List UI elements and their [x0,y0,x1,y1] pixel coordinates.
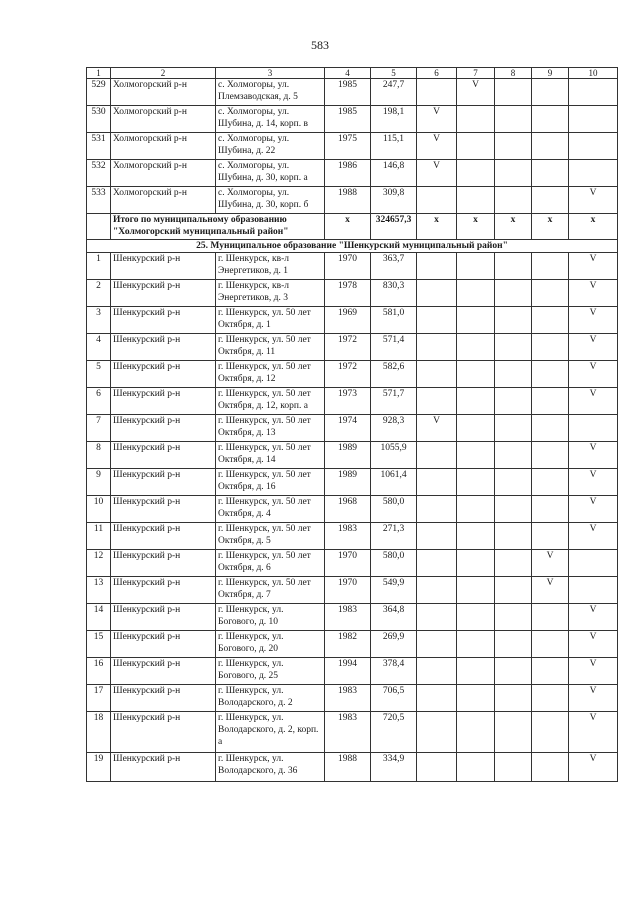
mark-cell [569,133,618,160]
mark-cell [495,133,532,160]
mark-cell: V [569,469,618,496]
row-number: 531 [87,133,111,160]
row-number: 2 [87,280,111,307]
district-cell: Шенкурский р-н [111,442,216,469]
district-cell: Шенкурский р-н [111,334,216,361]
year-cell: 1973 [325,388,371,415]
mark-cell [532,442,569,469]
mark-cell: V [532,550,569,577]
mark-cell [417,604,457,631]
year-cell: 1985 [325,106,371,133]
year-cell: 1972 [325,361,371,388]
mark-cell: V [569,523,618,550]
address-cell: г. Шенкурск, ул. 50 лет Октября, д. 14 [216,442,325,469]
mark-cell: V [569,361,618,388]
district-cell: Холмогорский р-н [111,106,216,133]
mark-cell [569,577,618,604]
table-row [87,307,618,334]
row-number: 17 [87,685,111,712]
area-cell: 146,8 [371,160,417,187]
district-cell: Шенкурский р-н [111,685,216,712]
address-cell: г. Шенкурск, ул. 50 лет Октября, д. 12 [216,361,325,388]
district-cell: Шенкурский р-н [111,280,216,307]
column-number-row [87,68,618,79]
mark-cell [457,388,495,415]
area-cell: 571,7 [371,388,417,415]
mark-cell [495,496,532,523]
mark-cell [495,442,532,469]
district-cell: Шенкурский р-н [111,523,216,550]
area-cell: 334,9 [371,753,417,782]
year-cell: 1989 [325,442,371,469]
mark-cell [495,577,532,604]
mark-cell [417,631,457,658]
row-number: 16 [87,658,111,685]
mark-cell [532,388,569,415]
year-cell: 1975 [325,133,371,160]
year-cell: 1982 [325,631,371,658]
table-row [87,334,618,361]
year-cell: 1988 [325,187,371,214]
mark-cell [457,496,495,523]
mark-cell [417,442,457,469]
mark-cell [495,523,532,550]
row-number: 7 [87,415,111,442]
table-row [87,442,618,469]
mark-cell: V [569,685,618,712]
mark-cell [417,361,457,388]
address-cell: с. Холмогоры, ул. Шубина, д. 30, корп. б [216,187,325,214]
mark-cell [495,658,532,685]
area-cell: 830,3 [371,280,417,307]
area-cell: 549,9 [371,577,417,604]
year-cell: 1985 [325,79,371,106]
area-cell: 364,8 [371,604,417,631]
year-cell: 1988 [325,753,371,782]
mark-cell: V [569,187,618,214]
district-cell: Шенкурский р-н [111,469,216,496]
mark-cell [532,334,569,361]
year-cell: 1974 [325,415,371,442]
table-row [87,496,618,523]
mark-cell [457,712,495,753]
mark-cell [417,550,457,577]
district-cell: Шенкурский р-н [111,253,216,280]
district-cell: Шенкурский р-н [111,577,216,604]
table-row [87,388,618,415]
district-cell: Шенкурский р-н [111,307,216,334]
row-number: 1 [87,253,111,280]
mark-cell [417,658,457,685]
year-cell: 1994 [325,658,371,685]
address-cell: г. Шенкурск, ул. Богового, д. 20 [216,631,325,658]
mark-cell [495,307,532,334]
area-cell: 720,5 [371,712,417,753]
mark-cell: V [569,604,618,631]
mark-cell [457,469,495,496]
mark-cell [417,577,457,604]
row-number: 19 [87,753,111,782]
col-header: 3 [216,68,325,79]
address-cell: г. Шенкурск, ул. 50 лет Октября, д. 16 [216,469,325,496]
mark-cell [457,415,495,442]
table-row [87,253,618,280]
address-cell: г. Шенкурск, кв-л Энергетиков, д. 1 [216,253,325,280]
address-cell: с. Холмогоры, ул. Шубина, д. 14, корп. в [216,106,325,133]
district-cell: Шенкурский р-н [111,550,216,577]
area-cell: 309,8 [371,187,417,214]
housing-table [86,67,618,782]
district-cell: Шенкурский р-н [111,658,216,685]
table-row [87,280,618,307]
address-cell: г. Шенкурск, ул. Богового, д. 25 [216,658,325,685]
mark-cell: V [569,658,618,685]
total-value: x [569,214,618,240]
address-cell: с. Холмогоры, ул. Племзаводская, д. 5 [216,79,325,106]
year-cell: 1983 [325,712,371,753]
mark-cell [457,550,495,577]
mark-cell [532,753,569,782]
mark-cell [417,712,457,753]
year-cell: 1969 [325,307,371,334]
area-cell: 581,0 [371,307,417,334]
mark-cell: V [457,79,495,106]
address-cell: г. Шенкурск, ул. 50 лет Октября, д. 5 [216,523,325,550]
table-row [87,685,618,712]
mark-cell [532,187,569,214]
area-cell: 928,3 [371,415,417,442]
mark-cell [417,253,457,280]
area-cell: 115,1 [371,133,417,160]
mark-cell: V [569,442,618,469]
mark-cell [495,469,532,496]
mark-cell [417,334,457,361]
mark-cell: V [417,106,457,133]
table-row [87,160,618,187]
row-number: 3 [87,307,111,334]
mark-cell [532,133,569,160]
table-row [87,753,618,782]
address-cell: с. Холмогоры, ул. Шубина, д. 30, корп. а [216,160,325,187]
mark-cell [532,604,569,631]
mark-cell [457,187,495,214]
area-cell: 1061,4 [371,469,417,496]
table-row [87,550,618,577]
mark-cell [532,280,569,307]
col-header: 4 [325,68,371,79]
address-cell: г. Шенкурск, ул. Богового, д. 10 [216,604,325,631]
mark-cell [417,685,457,712]
col-header: 8 [495,68,532,79]
mark-cell [495,388,532,415]
district-cell: Холмогорский р-н [111,160,216,187]
table-row [87,187,618,214]
address-cell: г. Шенкурск, ул. Володарского, д. 2 [216,685,325,712]
mark-cell [532,658,569,685]
area-cell: 1055,9 [371,442,417,469]
col-header: 2 [111,68,216,79]
year-cell: 1978 [325,280,371,307]
mark-cell [532,307,569,334]
mark-cell [495,106,532,133]
mark-cell: V [569,253,618,280]
year-cell: 1983 [325,685,371,712]
mark-cell [495,753,532,782]
total-row [87,214,618,240]
year-cell: 1972 [325,334,371,361]
mark-cell [457,334,495,361]
address-cell: г. Шенкурск, ул. 50 лет Октября, д. 12, корп. а [216,388,325,415]
mark-cell: V [569,631,618,658]
address-cell: г. Шенкурск, ул. Володарского, д. 36 [216,753,325,782]
mark-cell [457,361,495,388]
mark-cell [457,442,495,469]
row-number: 15 [87,631,111,658]
mark-cell [495,361,532,388]
mark-cell: V [569,307,618,334]
mark-cell [495,334,532,361]
mark-cell [417,388,457,415]
mark-cell [532,496,569,523]
table-row [87,361,618,388]
mark-cell [532,415,569,442]
district-cell: Шенкурский р-н [111,496,216,523]
mark-cell [457,753,495,782]
mark-cell: V [569,712,618,753]
mark-cell [532,79,569,106]
row-number: 533 [87,187,111,214]
mark-cell [532,253,569,280]
table-row [87,415,618,442]
col-header: 10 [569,68,618,79]
year-cell: 1970 [325,550,371,577]
mark-cell [457,523,495,550]
district-cell: Холмогорский р-н [111,133,216,160]
district-cell: Шенкурский р-н [111,415,216,442]
year-cell: 1983 [325,604,371,631]
address-cell: г. Шенкурск, ул. 50 лет Октября, д. 4 [216,496,325,523]
row-number: 9 [87,469,111,496]
mark-cell [495,604,532,631]
row-number: 529 [87,79,111,106]
address-cell: г. Шенкурск, ул. Володарского, д. 2, корп. а [216,712,325,753]
district-cell: Холмогорский р-н [111,187,216,214]
mark-cell [569,550,618,577]
table-row [87,658,618,685]
mark-cell [457,577,495,604]
mark-cell: V [569,334,618,361]
section-row [87,240,618,253]
row-number: 11 [87,523,111,550]
mark-cell [532,106,569,133]
area-cell: 198,1 [371,106,417,133]
table-row [87,523,618,550]
mark-cell [417,280,457,307]
table-row [87,106,618,133]
district-cell: Шенкурский р-н [111,388,216,415]
mark-cell [417,496,457,523]
address-cell: г. Шенкурск, ул. 50 лет Октября, д. 11 [216,334,325,361]
address-cell: г. Шенкурск, ул. 50 лет Октября, д. 13 [216,415,325,442]
area-cell: 571,4 [371,334,417,361]
row-number: 5 [87,361,111,388]
area-cell: 247,7 [371,79,417,106]
mark-cell [457,307,495,334]
col-header: 5 [371,68,417,79]
mark-cell [495,550,532,577]
mark-cell [495,712,532,753]
area-cell: 271,3 [371,523,417,550]
mark-cell [569,160,618,187]
table-row [87,712,618,753]
district-cell: Шенкурский р-н [111,631,216,658]
mark-cell [495,631,532,658]
mark-cell [532,631,569,658]
col-header: 1 [87,68,111,79]
district-cell: Шенкурский р-н [111,361,216,388]
area-cell: 580,0 [371,550,417,577]
row-number: 6 [87,388,111,415]
mark-cell [457,133,495,160]
mark-cell [417,79,457,106]
total-value: x [532,214,569,240]
district-cell: Шенкурский р-н [111,753,216,782]
row-number: 8 [87,442,111,469]
mark-cell [532,361,569,388]
mark-cell [532,160,569,187]
table-row [87,631,618,658]
mark-cell [457,658,495,685]
year-cell: 1983 [325,523,371,550]
row-number: 14 [87,604,111,631]
row-number: 532 [87,160,111,187]
address-cell: г. Шенкурск, ул. 50 лет Октября, д. 6 [216,550,325,577]
mark-cell [495,685,532,712]
mark-cell [569,106,618,133]
mark-cell [532,712,569,753]
address-cell: г. Шенкурск, ул. 50 лет Октября, д. 1 [216,307,325,334]
year-cell: 1970 [325,577,371,604]
district-cell: Шенкурский р-н [111,604,216,631]
mark-cell: V [569,496,618,523]
table-row [87,577,618,604]
mark-cell [457,106,495,133]
total-value: x [457,214,495,240]
mark-cell [532,523,569,550]
mark-cell [569,415,618,442]
mark-cell: V [569,753,618,782]
district-cell: Шенкурский р-н [111,712,216,753]
year-cell: 1986 [325,160,371,187]
mark-cell: V [569,388,618,415]
table-row [87,469,618,496]
section-title: 25. Муниципальное образование "Шенкурский муниципальный район" [87,240,618,253]
total-value: x [325,214,371,240]
row-number: 10 [87,496,111,523]
area-cell: 582,6 [371,361,417,388]
mark-cell [495,79,532,106]
total-empty-cell [87,214,111,240]
address-cell: с. Холмогоры, ул. Шубина, д. 22 [216,133,325,160]
mark-cell: V [417,415,457,442]
district-cell: Холмогорский р-н [111,79,216,106]
mark-cell [417,523,457,550]
col-header: 9 [532,68,569,79]
mark-cell: V [417,133,457,160]
mark-cell [417,753,457,782]
mark-cell [495,415,532,442]
year-cell: 1968 [325,496,371,523]
area-cell: 706,5 [371,685,417,712]
col-header: 7 [457,68,495,79]
mark-cell [495,187,532,214]
mark-cell [457,685,495,712]
address-cell: г. Шенкурск, кв-л Энергетиков, д. 3 [216,280,325,307]
mark-cell [457,631,495,658]
area-cell: 378,4 [371,658,417,685]
col-header: 6 [417,68,457,79]
area-cell: 269,9 [371,631,417,658]
address-cell: г. Шенкурск, ул. 50 лет Октября, д. 7 [216,577,325,604]
total-value: 324657,3 [371,214,417,240]
row-number: 12 [87,550,111,577]
mark-cell [532,685,569,712]
mark-cell [457,604,495,631]
total-label: Итого по муниципальному образованию "Холмогорский муниципальный район" [111,214,325,240]
total-value: x [417,214,457,240]
mark-cell [417,307,457,334]
mark-cell [457,280,495,307]
row-number: 18 [87,712,111,753]
year-cell: 1970 [325,253,371,280]
total-value: x [495,214,532,240]
row-number: 4 [87,334,111,361]
page-number: 583 [311,38,329,52]
year-cell: 1989 [325,469,371,496]
row-number: 13 [87,577,111,604]
mark-cell [495,160,532,187]
mark-cell [569,79,618,106]
area-cell: 363,7 [371,253,417,280]
mark-cell: V [569,280,618,307]
mark-cell: V [532,577,569,604]
table-row [87,79,618,106]
mark-cell [457,160,495,187]
area-cell: 580,0 [371,496,417,523]
mark-cell [495,280,532,307]
mark-cell [417,187,457,214]
table-row [87,604,618,631]
table-row [87,133,618,160]
mark-cell: V [417,160,457,187]
row-number: 530 [87,106,111,133]
mark-cell [457,253,495,280]
mark-cell [532,469,569,496]
mark-cell [495,253,532,280]
mark-cell [417,469,457,496]
